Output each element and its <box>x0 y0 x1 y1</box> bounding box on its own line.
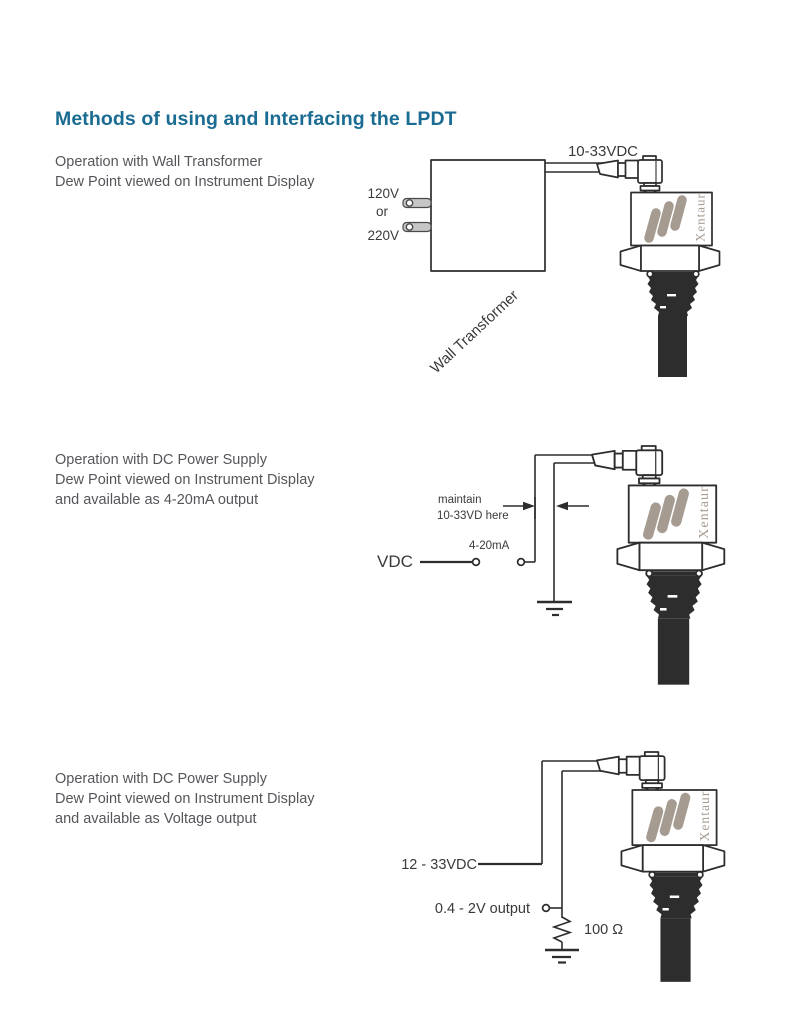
secondary-voltage-label: 220V <box>367 228 399 243</box>
ground-symbol <box>545 950 579 963</box>
diagrams-canvas: Xentaur 10-33VDC 120V or 220V Wall Transformer maintain 10-33VD here 4-20mA VDC 12 - 33VDC 0.4 - 2V output 100 Ω <box>0 0 791 1024</box>
arrow-right-icon <box>523 502 535 511</box>
resistor-value-label: 100 Ω <box>584 922 624 938</box>
supply-voltage-label: 10-33VDC <box>567 143 639 160</box>
wall-transformer-label: Wall Transformer <box>427 286 522 377</box>
caption-line: Operation with Wall Transformer <box>55 154 263 170</box>
maintain-label-line1: maintain <box>438 494 482 506</box>
vdc-label: VDC <box>377 552 413 571</box>
ground-symbol <box>537 602 572 615</box>
diagram-wall-transformer <box>367 143 719 377</box>
terminal <box>543 905 550 912</box>
sensor-instance <box>597 156 720 377</box>
terminal <box>518 559 525 566</box>
caption-line: Dew Point viewed on Instrument Display <box>55 791 315 807</box>
terminal <box>473 559 480 566</box>
caption-line: Operation with DC Power Supply <box>55 452 267 468</box>
primary-voltage-label: 120V <box>367 186 399 201</box>
page-title: Methods of using and Interfacing the LPDT <box>55 108 457 130</box>
caption-line: Dew Point viewed on Instrument Display <box>55 472 315 488</box>
supply-voltage-label: 12 - 33VDC <box>401 857 477 873</box>
current-output-label: 4-20mA <box>469 540 510 552</box>
diagram-dc-voltage-output <box>401 752 724 982</box>
caption-line: Operation with DC Power Supply <box>55 771 267 787</box>
sensor-instance <box>592 446 724 685</box>
wall-transformer-box <box>431 160 545 271</box>
caption-line: Dew Point viewed on Instrument Display <box>55 174 315 190</box>
prong-hole <box>406 200 412 206</box>
maintain-label-line2: 10-33VD here <box>437 510 509 522</box>
diagram-dc-current-output <box>377 446 724 685</box>
caption-line: and available as 4-20mA output <box>55 492 259 508</box>
arrow-left-icon <box>556 502 568 511</box>
prong-hole <box>406 224 412 230</box>
voltage-output-label: 0.4 - 2V output <box>434 901 530 917</box>
sensor-instance <box>597 752 724 982</box>
caption-line: and available as Voltage output <box>55 811 257 827</box>
resistor-symbol <box>554 917 570 942</box>
or-label: or <box>375 204 388 219</box>
